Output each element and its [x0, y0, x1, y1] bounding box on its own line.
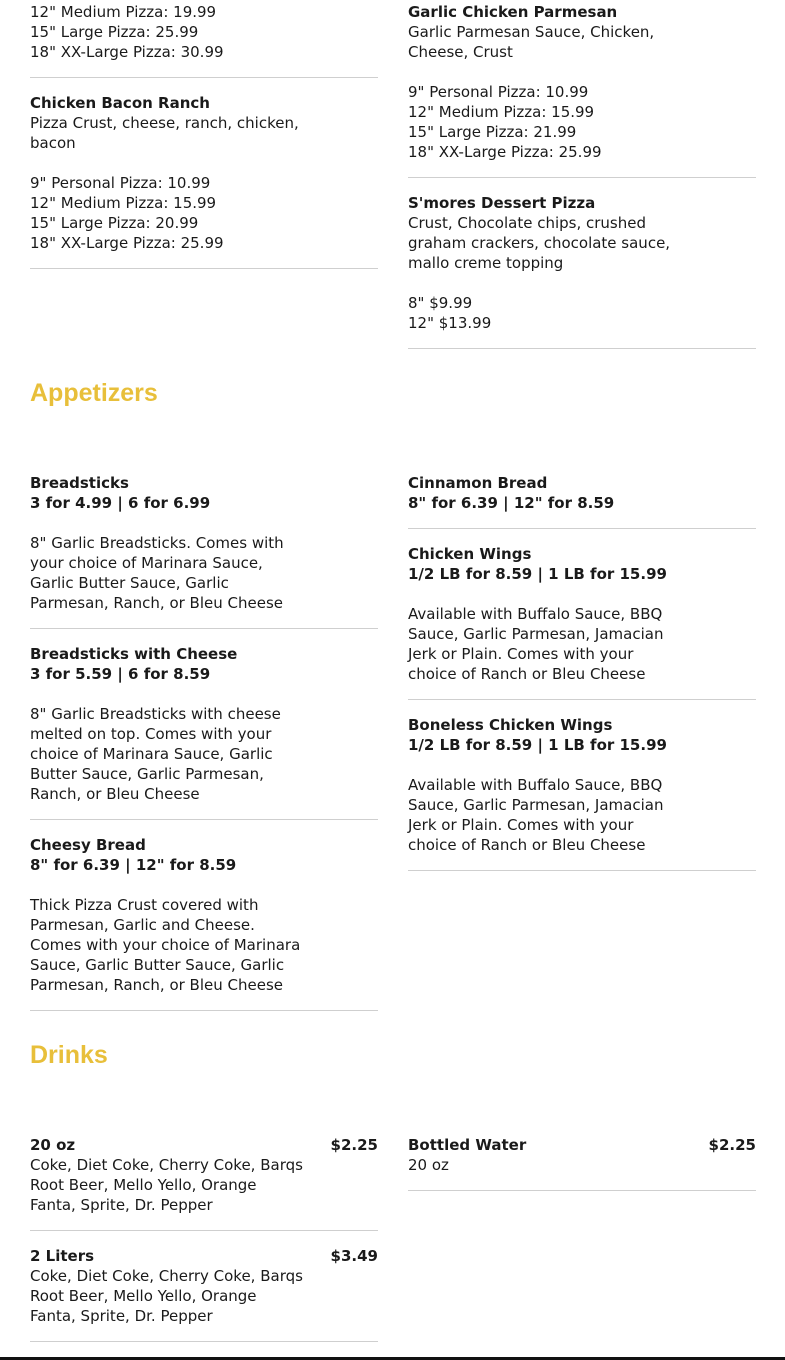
appetizer-cinnamon-bread — [408, 473, 756, 513]
item-price: $2.25 — [708, 1136, 756, 1154]
item-divider — [408, 177, 756, 178]
item-price: $3.49 — [330, 1247, 378, 1265]
appetizer-chicken-wings — [408, 544, 756, 684]
drink-20oz — [30, 1135, 378, 1215]
item-divider — [408, 699, 756, 700]
item-name: Boneless Chicken Wings — [408, 716, 613, 734]
price-line: 12" Medium Pizza: 15.99 — [408, 103, 595, 121]
price-line: 18" XX-Large Pizza: 25.99 — [408, 143, 602, 161]
item-name: 20 oz — [30, 1136, 76, 1154]
item-description: Coke, Diet Coke, Cherry Coke, Barqs Root Beer, Mello Yello, Orange Fanta, Sprite, Dr. Pepper — [30, 1156, 303, 1214]
drink-2-liters — [30, 1246, 378, 1326]
item-price-options: 8" for 6.39 | 12" for 8.59 — [408, 494, 615, 512]
price-line: 9" Personal Pizza: 10.99 — [30, 174, 211, 192]
price-line: 9" Personal Pizza: 10.99 — [408, 83, 589, 101]
item-description: 20 oz — [408, 1156, 449, 1174]
item-name: Breadsticks — [30, 474, 129, 492]
item-price-options: 8" for 6.39 | 12" for 8.59 — [30, 856, 237, 874]
item-divider — [30, 268, 378, 269]
item-name: Chicken Wings — [408, 545, 532, 563]
pizza-item-chicken-bacon-ranch — [30, 93, 378, 253]
drink-bottled-water — [408, 1135, 756, 1175]
item-name: Chicken Bacon Ranch — [30, 94, 210, 112]
appetizer-breadsticks — [30, 473, 378, 613]
appetizer-breadsticks-with-cheese — [30, 644, 378, 804]
price-line: 15" Large Pizza: 20.99 — [30, 214, 199, 232]
item-divider — [408, 1190, 756, 1191]
item-name: S'mores Dessert Pizza — [408, 194, 596, 212]
price-line: 12" $13.99 — [408, 314, 492, 332]
item-divider — [30, 1230, 378, 1231]
item-divider — [30, 77, 378, 78]
appetizer-boneless-chicken-wings — [408, 715, 756, 855]
item-divider — [30, 628, 378, 629]
item-divider — [30, 1341, 378, 1342]
item-price: $2.25 — [330, 1136, 378, 1154]
item-divider — [408, 348, 756, 349]
section-title-drinks: Drinks — [30, 1041, 108, 1069]
pizza-item-partial — [30, 2, 378, 62]
price-line: 15" Large Pizza: 25.99 — [30, 23, 199, 41]
price-line: 18" XX-Large Pizza: 30.99 — [30, 43, 224, 61]
item-divider — [408, 870, 756, 871]
item-name: Cheesy Bread — [30, 836, 146, 854]
item-description: Thick Pizza Crust covered with Parmesan, Garlic and Cheese. Comes with your choice of Marinara Sauce, Garlic Butter Sauce, Garlic Parmesan, Ranch, or Bleu Cheese — [30, 896, 301, 994]
item-divider — [408, 528, 756, 529]
item-description: Coke, Diet Coke, Cherry Coke, Barqs Root Beer, Mello Yello, Orange Fanta, Sprite, Dr. Pepper — [30, 1267, 303, 1325]
price-line: 15" Large Pizza: 21.99 — [408, 123, 577, 141]
item-name: Garlic Chicken Parmesan — [408, 3, 618, 21]
item-divider — [30, 819, 378, 820]
pizza-item-garlic-chicken-parmesan — [408, 2, 756, 162]
item-name: Cinnamon Bread — [408, 474, 548, 492]
price-line: 18" XX-Large Pizza: 25.99 — [30, 234, 224, 252]
item-description: Available with Buffalo Sauce, BBQ Sauce, Garlic Parmesan, Jamacian Jerk or Plain. Comes with your choice of Ranch or Bleu Cheese — [408, 605, 664, 683]
price-line: 12" Medium Pizza: 19.99 — [30, 3, 217, 21]
item-price-options: 1/2 LB for 8.59 | 1 LB for 15.99 — [408, 565, 667, 583]
item-description: Crust, Chocolate chips, crushed graham crackers, chocolate sauce, mallo creme topping — [408, 214, 671, 272]
section-title-appetizers: Appetizers — [30, 379, 158, 407]
item-price-options: 3 for 4.99 | 6 for 6.99 — [30, 494, 211, 512]
item-price-options: 1/2 LB for 8.59 | 1 LB for 15.99 — [408, 736, 667, 754]
pizza-item-smores — [408, 193, 756, 333]
item-name: Bottled Water — [408, 1136, 527, 1154]
item-description: Pizza Crust, cheese, ranch, chicken, bacon — [30, 114, 299, 152]
item-description: 8" Garlic Breadsticks. Comes with your choice of Marinara Sauce, Garlic Butter Sauce, Garlic Parmesan, Ranch, or Bleu Cheese — [30, 534, 284, 612]
item-divider — [30, 1010, 378, 1011]
item-name: 2 Liters — [30, 1247, 95, 1265]
price-line: 8" $9.99 — [408, 294, 473, 312]
item-description: 8" Garlic Breadsticks with cheese melted on top. Comes with your choice of Marinara Sauce, Garlic Butter Sauce, Garlic Parmesan, Ranch, or Bleu Cheese — [30, 705, 281, 803]
price-line: 12" Medium Pizza: 15.99 — [30, 194, 217, 212]
item-description: Available with Buffalo Sauce, BBQ Sauce, Garlic Parmesan, Jamacian Jerk or Plain. Comes with your choice of Ranch or Bleu Cheese — [408, 776, 664, 854]
item-description: Garlic Parmesan Sauce, Chicken, Cheese, Crust — [408, 23, 655, 61]
item-price-options: 3 for 5.59 | 6 for 8.59 — [30, 665, 211, 683]
item-name: Breadsticks with Cheese — [30, 645, 238, 663]
appetizer-cheesy-bread — [30, 835, 378, 995]
